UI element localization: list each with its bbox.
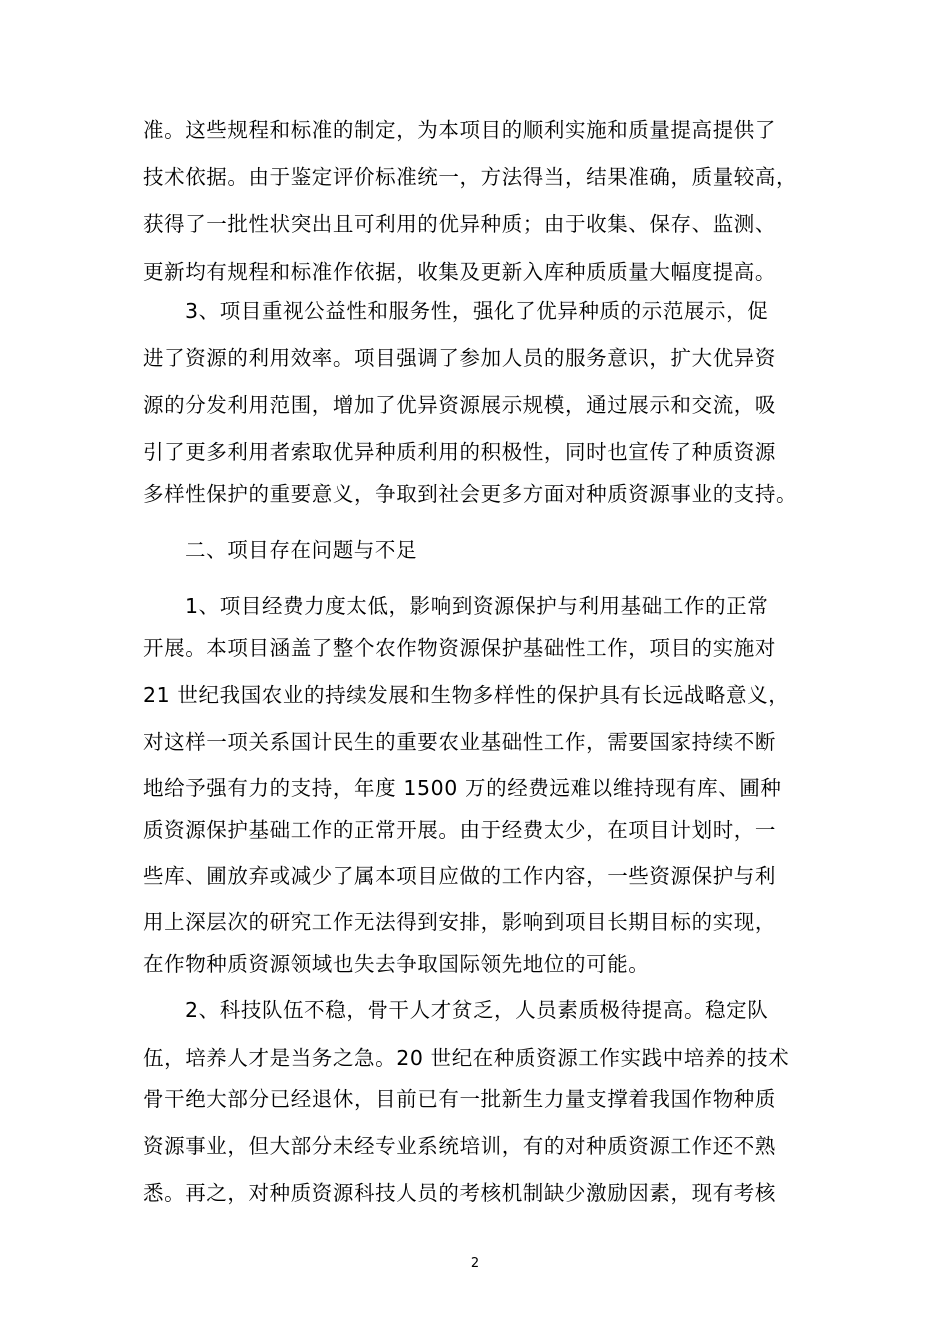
- text-line: 地给予强有力的支持，年度 1500 万的经费远难以维持现有库、圃种: [143, 776, 782, 800]
- text-line: 多样性保护的重要意义，争取到社会更多方面对种质资源事业的支持。: [143, 482, 798, 506]
- section-heading: 二、项目存在问题与不足: [185, 538, 418, 562]
- paragraph-start-line: 2、科技队伍不稳，骨干人才贫乏，人员素质极待提高。稳定队: [185, 998, 769, 1022]
- text-line: 引了更多利用者索取优异种质利用的积极性，同时也宣传了种质资源: [143, 440, 776, 464]
- text-line: 21 世纪我国农业的持续发展和生物多样性的保护具有长远战略意义，: [143, 683, 790, 707]
- text-line: 源的分发利用范围，增加了优异资源展示规模，通过展示和交流，吸: [143, 393, 776, 417]
- text-line: 获得了一批性状突出且可利用的优异种质；由于收集、保存、监测、: [143, 212, 776, 236]
- text-line: 准。这些规程和标准的制定，为本项目的顺利实施和质量提高提供了: [143, 118, 776, 142]
- text-line: 更新均有规程和标准作依据，收集及更新入库种质质量大幅度提高。: [143, 260, 776, 284]
- text-line: 些库、圃放弃或减少了属本项目应做的工作内容，一些资源保护与利: [143, 864, 776, 888]
- text-line: 进了资源的利用效率。项目强调了参加人员的服务意识，扩大优异资: [143, 346, 776, 370]
- text-line: 开展。本项目涵盖了整个农作物资源保护基础性工作，项目的实施对: [143, 636, 776, 660]
- paragraph-start-line: 3、项目重视公益性和服务性，强化了优异种质的示范展示，促: [185, 299, 769, 323]
- text-line: 骨干绝大部分已经退休，目前已有一批新生力量支撑着我国作物种质: [143, 1087, 776, 1111]
- page-number: 2: [470, 1256, 480, 1271]
- text-line: 对这样一项关系国计民生的重要农业基础性工作，需要国家持续不断: [143, 730, 776, 754]
- paragraph-start-line: 1、项目经费力度太低，影响到资源保护与利用基础工作的正常: [185, 594, 769, 618]
- text-line: 质资源保护基础工作的正常开展。由于经费太少，在项目计划时，一: [143, 818, 776, 842]
- text-line: 技术依据。由于鉴定评价标准统一，方法得当，结果准确，质量较高，: [143, 165, 798, 189]
- text-line: 用上深层次的研究工作无法得到安排，影响到项目长期目标的实现，: [143, 910, 776, 934]
- text-line: 资源事业，但大部分未经专业系统培训，有的对种质资源工作还不熟: [143, 1134, 776, 1158]
- text-line: 在作物种质资源领域也失去争取国际领先地位的可能。: [143, 952, 650, 976]
- text-line: 悉。再之，对种质资源科技人员的考核机制缺少激励因素，现有考核: [143, 1181, 776, 1205]
- text-line: 伍，培养人才是当务之急。20 世纪在种质资源工作实践中培养的技术: [143, 1046, 790, 1070]
